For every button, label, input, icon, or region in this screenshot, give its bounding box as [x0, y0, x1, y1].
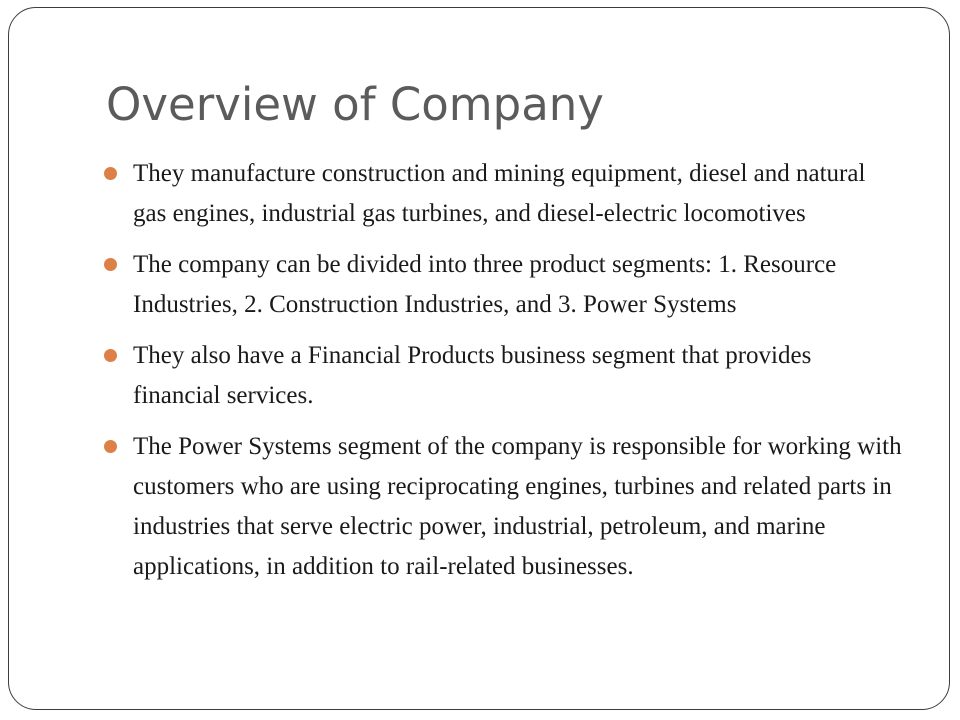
bullet-dot-icon: [104, 258, 117, 271]
bullet-text: The company can be divided into three product segments: 1. Resource Industries, 2. Construction Industries, and 3. Power Systems: [133, 251, 837, 318]
bullet-item: [104, 336, 904, 416]
bullet-dot-icon: [104, 167, 117, 180]
bullet-text: They manufacture construction and mining equipment, diesel and natural gas engines, industrial gas turbines, and diesel-electric locomotives: [133, 160, 866, 227]
bullet-text: They also have a Financial Products business segment that provides financial services.: [133, 342, 812, 409]
bullet-text: The Power Systems segment of the company is responsible for working with customers who are using reciprocating engines, turbines and related parts in industries that serve electric power, industrial, petroleum, and marine applications, in addition to rail-related businesses.: [133, 433, 902, 580]
bullet-list: [104, 154, 904, 598]
bullet-dot-icon: [104, 440, 117, 453]
slide-title: Overview of Company: [106, 78, 604, 131]
bullet-item: [104, 427, 904, 587]
bullet-dot-icon: [104, 349, 117, 362]
bullet-item: [104, 245, 904, 325]
bullet-item: [104, 154, 904, 234]
